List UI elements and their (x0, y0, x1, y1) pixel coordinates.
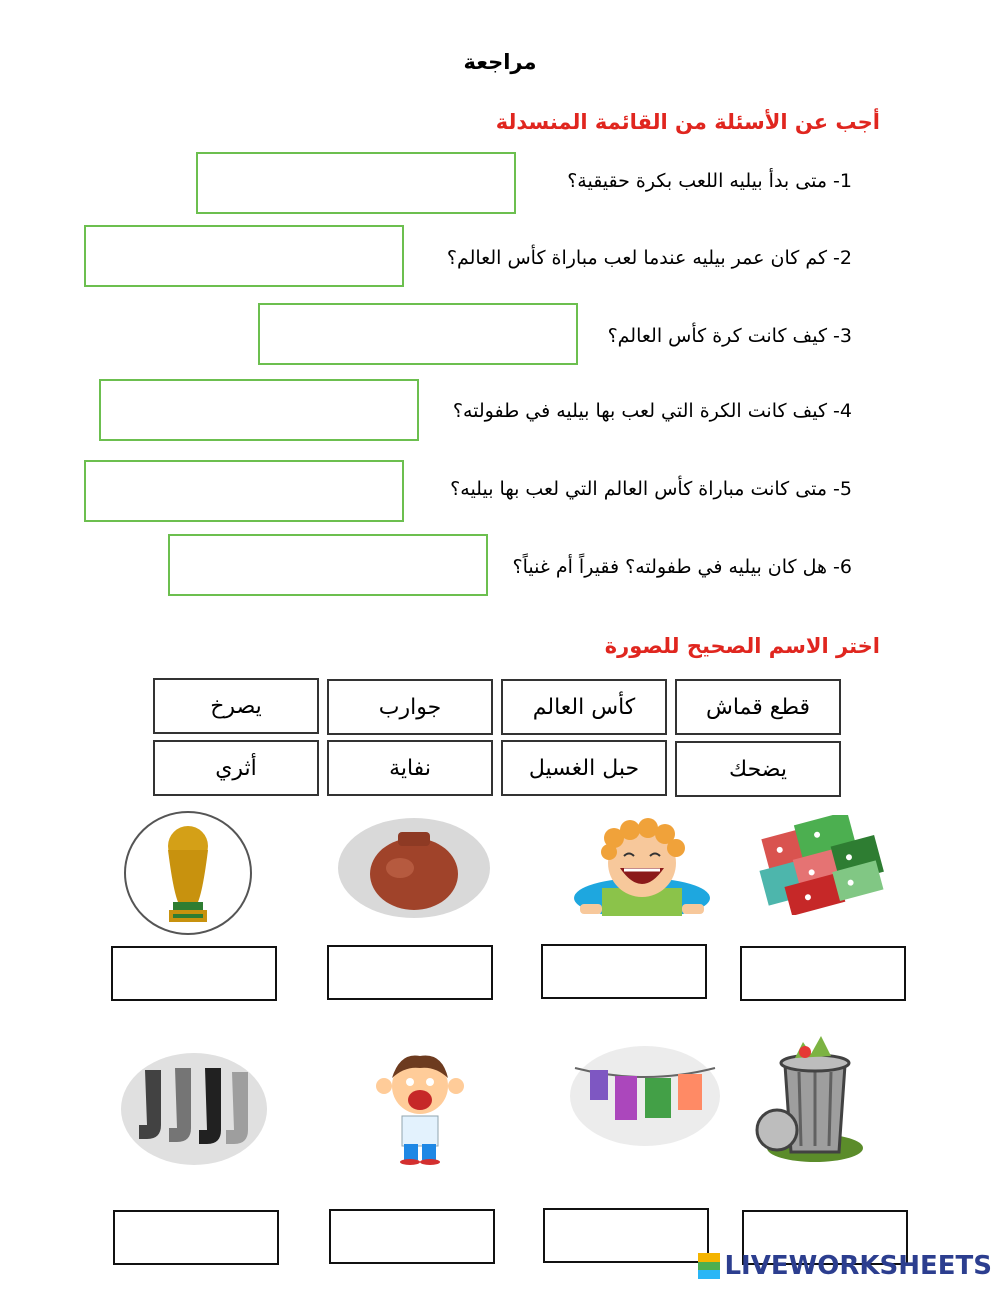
question-2: 2- كم كان عمر بيليه عندما لعب مباراة كأس العالم؟ (446, 247, 852, 269)
word-bank-item: نفاية (327, 740, 493, 796)
clay-pot-picture (338, 818, 490, 918)
fabric-pieces-picture (750, 815, 890, 915)
picture-answer-slot-7[interactable] (329, 1209, 495, 1264)
liveworksheets-logo-icon (698, 1253, 720, 1279)
watermark-text: LIVEWORKSHEETS (724, 1251, 992, 1281)
socks-picture (120, 1050, 268, 1168)
word-bank-item: كأس العالم (501, 679, 667, 735)
trash-can-picture (755, 1030, 865, 1165)
word-bank-item: قطع قماش (675, 679, 841, 735)
answer-dropdown-6[interactable] (168, 534, 488, 596)
section-heading-questions: أجب عن الأسئلة من القائمة المنسدلة (495, 110, 880, 134)
world-cup-trophy-picture (123, 810, 253, 936)
question-1: 1- متى بدأ بيليه اللعب بكرة حقيقية؟ (567, 170, 852, 192)
section-heading-pictures: اختر الاسم الصحيح للصورة (604, 634, 880, 658)
word-bank-item: يضحك (675, 741, 841, 797)
question-5: 5- متى كانت مباراة كأس العالم التي لعب بها بيليه؟ (450, 478, 852, 500)
word-bank-item: جوارب (327, 679, 493, 735)
answer-dropdown-4[interactable] (99, 379, 419, 441)
answer-dropdown-2[interactable] (84, 225, 404, 287)
answer-dropdown-1[interactable] (196, 152, 516, 214)
word-bank-item: حبل الغسيل (501, 740, 667, 796)
page-title: مراجعة (463, 50, 537, 74)
question-6: 6- هل كان بيليه في طفولته؟ فقيراً أم غنياً؟ (512, 556, 852, 578)
liveworksheets-watermark (698, 1251, 992, 1281)
picture-answer-slot-6[interactable] (543, 1208, 709, 1263)
picture-answer-slot-2[interactable] (541, 944, 707, 999)
picture-answer-slot-3[interactable] (327, 945, 493, 1000)
picture-answer-slot-8[interactable] (113, 1210, 279, 1265)
question-3: 3- كيف كانت كرة كأس العالم؟ (607, 325, 852, 347)
picture-answer-slot-1[interactable] (740, 946, 906, 1001)
shouting-boy-picture (360, 1046, 480, 1166)
laughing-boy-picture (572, 818, 712, 916)
clothesline-picture (570, 1046, 720, 1146)
picture-answer-slot-4[interactable] (111, 946, 277, 1001)
word-bank-item: أثري (153, 740, 319, 796)
answer-dropdown-5[interactable] (84, 460, 404, 522)
question-4: 4- كيف كانت الكرة التي لعب بها بيليه في طفولته؟ (452, 400, 852, 422)
word-bank-item: يصرخ (153, 678, 319, 734)
answer-dropdown-3[interactable] (258, 303, 578, 365)
